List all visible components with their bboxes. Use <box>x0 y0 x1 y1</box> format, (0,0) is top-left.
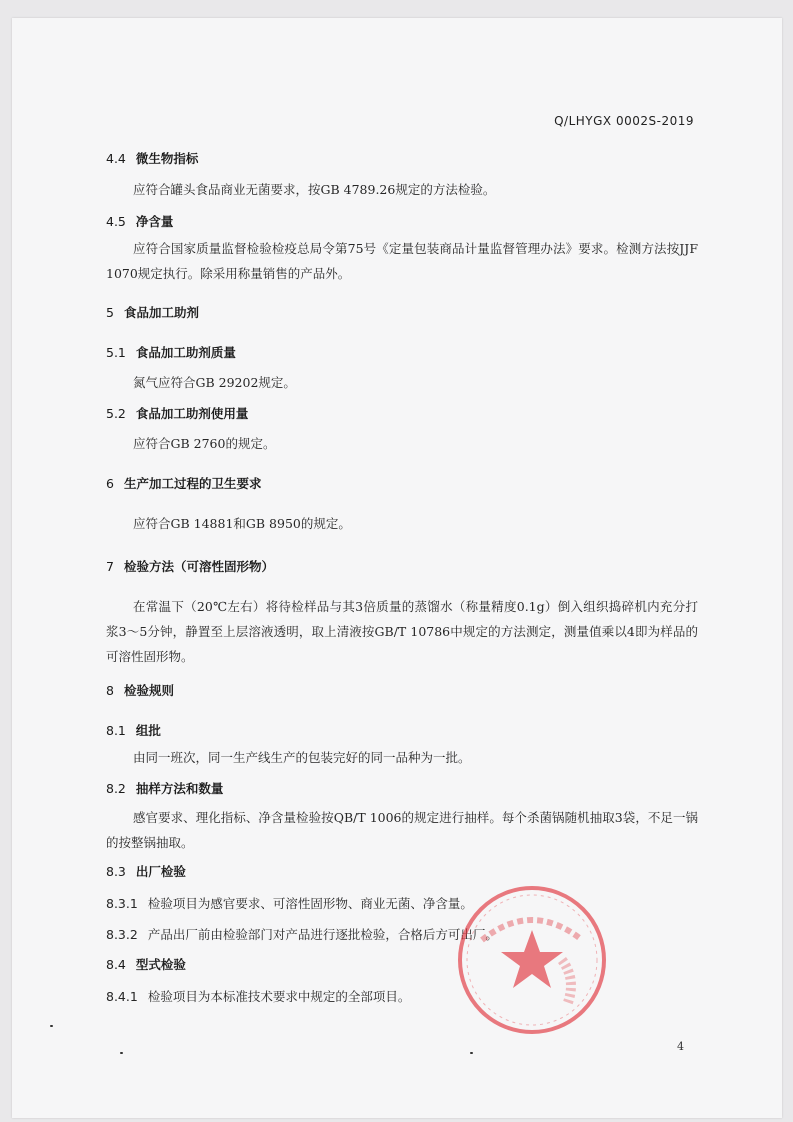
item-number: 8.4.1 <box>106 989 138 1004</box>
section-number: 8.1 <box>106 723 126 738</box>
heading-6 <box>106 474 261 492</box>
paragraph-4-5: 应符合国家质量监督检验检疫总局令第75号《定量包装商品计量监督管理办法》要求。检测方法按JJF 1070规定执行。除采用称量销售的产品外。 <box>106 241 698 281</box>
section-number: 8 <box>106 683 114 698</box>
section-number: 4.5 <box>106 214 126 229</box>
item-8-3-2 <box>106 925 498 943</box>
heading-8-4 <box>106 955 186 973</box>
heading-8-3 <box>106 862 186 880</box>
heading-5 <box>106 303 199 321</box>
heading-8 <box>106 681 174 699</box>
scan-speck <box>50 1025 53 1027</box>
section-number: 8.3 <box>106 864 126 879</box>
heading-8-2 <box>106 779 223 797</box>
paragraph-5-2: 应符合GB 2760的规定。 <box>133 436 276 451</box>
heading-4-4 <box>106 149 198 167</box>
page-number: 4 <box>677 1040 684 1053</box>
paragraph-8-2: 感官要求、理化指标、净含量检验按QB/T 1006的规定进行抽样。每个杀菌锅随机抽取3袋，不足一锅的按整锅抽取。 <box>106 810 698 850</box>
section-title: 组批 <box>135 723 161 738</box>
section-title: 食品加工助剂 <box>123 305 199 320</box>
heading-5-2 <box>106 404 248 422</box>
section-number: 4.4 <box>106 151 126 166</box>
section-title: 净含量 <box>135 214 174 229</box>
official-seal-stamp <box>452 880 612 1040</box>
section-number: 5 <box>106 305 114 320</box>
section-title: 出厂检验 <box>135 864 186 879</box>
section-title: 生产加工过程的卫生要求 <box>123 476 262 491</box>
heading-7 <box>106 557 274 575</box>
section-number: 8.2 <box>106 781 126 796</box>
item-8-3-1 <box>106 894 473 912</box>
item-number: 8.3.2 <box>106 927 138 942</box>
heading-8-1 <box>106 721 161 739</box>
scan-speck <box>470 1052 473 1054</box>
section-title: 食品加工助剂使用量 <box>135 406 249 421</box>
paragraph-6: 应符合GB 14881和GB 8950的规定。 <box>133 516 351 531</box>
item-8-4-1 <box>106 987 410 1005</box>
section-number: 5.1 <box>106 345 126 360</box>
section-title: 型式检验 <box>135 957 186 972</box>
paragraph-5-1: 氮气应符合GB 29202规定。 <box>133 375 296 390</box>
section-title: 检验规则 <box>123 683 174 698</box>
section-number: 5.2 <box>106 406 126 421</box>
item-text: 检验项目为本标准技术要求中规定的全部项目。 <box>147 989 411 1004</box>
section-title: 检验方法（可溶性固形物） <box>123 559 274 574</box>
heading-4-5 <box>106 212 173 230</box>
section-number: 6 <box>106 476 114 491</box>
paragraph-4-4: 应符合罐头食品商业无菌要求，按GB 4789.26规定的方法检验。 <box>133 182 496 197</box>
scan-speck <box>120 1052 123 1054</box>
document-code: Q/LHYGX 0002S-2019 <box>554 114 694 128</box>
heading-5-1 <box>106 343 236 361</box>
item-number: 8.3.1 <box>106 896 138 911</box>
section-title: 微生物指标 <box>135 151 199 166</box>
paragraph-7: 在常温下（20℃左右）将待检样品与其3倍质量的蒸馏水（称量精度0.1g）倒入组织捣碎机内充分打浆3～5分钟，静置至上层溶液透明，取上清液按GB/T 10786中规定的方法测定，测量值乘以4即为样品的可溶性固形物。 <box>106 599 698 664</box>
section-number: 8.4 <box>106 957 126 972</box>
section-title: 食品加工助剂质量 <box>135 345 236 360</box>
section-title: 抽样方法和数量 <box>135 781 224 796</box>
item-text: 检验项目为感官要求、可溶性固形物、商业无菌、净含量。 <box>147 896 473 911</box>
paragraph-8-1: 由同一班次，同一生产线生产的包装完好的同一品种为一批。 <box>133 750 471 765</box>
section-number: 7 <box>106 559 114 574</box>
item-text: 产品出厂前由检验部门对产品进行逐批检验，合格后方可出厂。 <box>147 927 498 942</box>
